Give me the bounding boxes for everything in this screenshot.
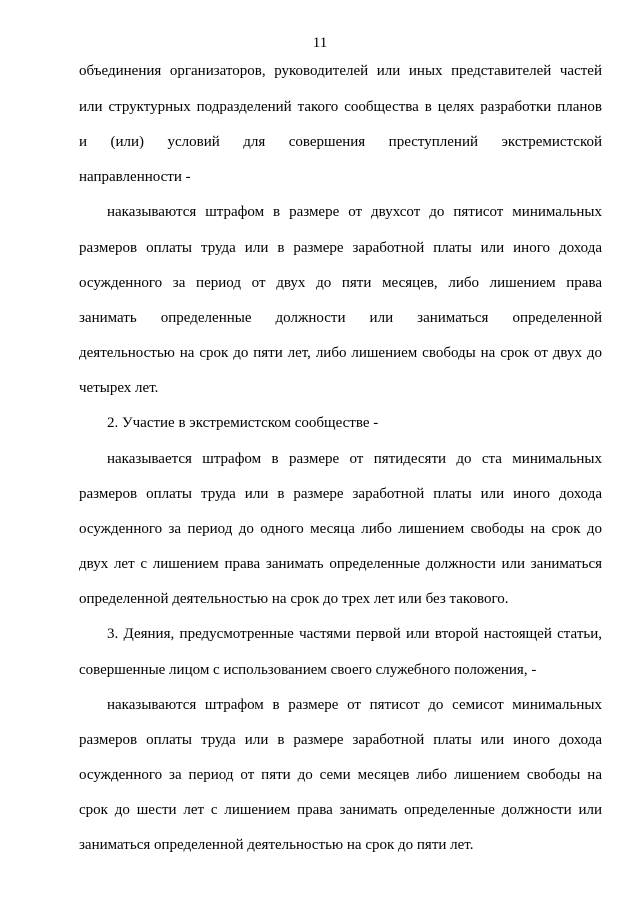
text-line: двух лет с лишением права занимать определенные должности или заниматься [79,556,602,572]
text-line: совершенные лицом с использованием своего служебного положения, - [79,662,537,678]
text-line: 3. Деяния, предусмотренные частями первой или второй настоящей статьи, [107,626,602,642]
text-line: осужденного за период от пяти до семи месяцев либо лишением свободы на [79,767,602,783]
text-line: размеров оплаты труда или в размере заработной платы или иного дохода [79,732,602,748]
text-line: заниматься определенной деятельностью на срок до пяти лет. [79,837,474,853]
text-line: и (или) условий для совершения преступлений экстремистской [79,134,602,150]
text-line: занимать определенные должности или заниматься определенной [79,310,602,326]
text-line: осужденного за период от двух до пяти месяцев, либо лишением права [79,275,602,291]
text-line: определенной деятельностью на срок до трех лет или без такового. [79,591,509,607]
text-line: направленности - [79,169,191,185]
text-line: размеров оплаты труда или в размере заработной платы или иного дохода [79,486,602,502]
text-line: четырех лет. [79,380,159,396]
text-line: осужденного за период до одного месяца либо лишением свободы на срок до [79,521,602,537]
text-line: срок до шести лет с лишением права занимать определенные должности или [79,802,602,818]
text-line: объединения организаторов, руководителей или иных представителей частей [79,63,602,79]
text-line: или структурных подразделений такого сообщества в целях разработки планов [79,99,602,115]
page-number: 11 [312,35,328,51]
text-line: наказываются штрафом в размере от пятисот до семисот минимальных [107,697,602,713]
text-line: наказываются штрафом в размере от двухсот до пятисот минимальных [107,204,602,220]
text-line: 2. Участие в экстремистском сообществе - [107,415,379,431]
text-line: деятельностью на срок до пяти лет, либо лишением свободы на срок от двух до [79,345,602,361]
text-line: наказывается штрафом в размере от пятидесяти до ста минимальных [107,451,602,467]
text-line: размеров оплаты труда или в размере заработной платы или иного дохода [79,240,602,256]
